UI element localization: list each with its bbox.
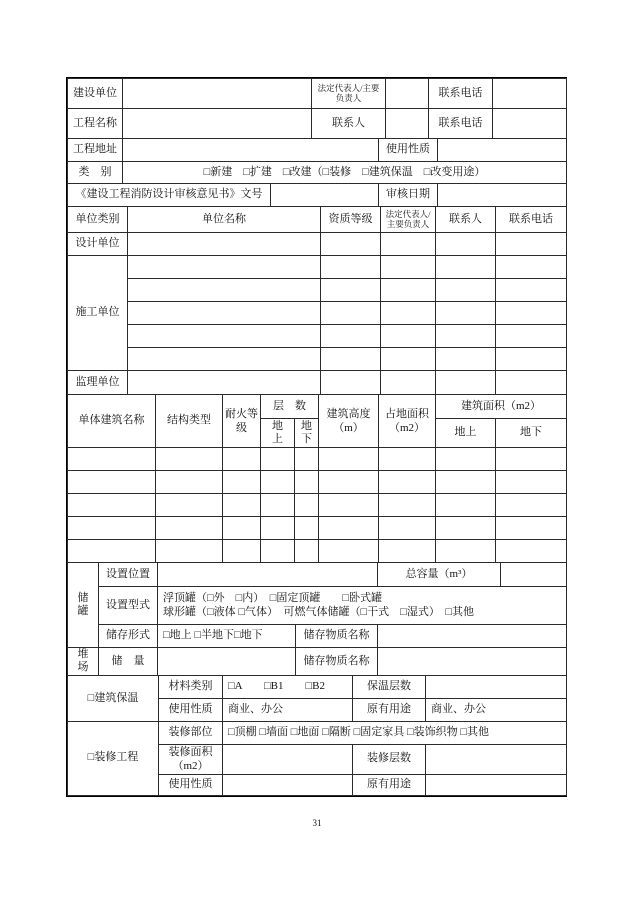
building-height-input[interactable]: [319, 448, 379, 471]
area-above-input[interactable]: [436, 448, 496, 471]
floors-below-input[interactable]: [295, 517, 319, 540]
legal-rep-input[interactable]: [381, 348, 436, 371]
insulation-original-use-value[interactable]: 商业、办公: [426, 698, 567, 721]
contact-phone-input[interactable]: [493, 79, 567, 109]
renovation-area-input[interactable]: [223, 744, 353, 774]
material-name-label: 储存物质名称: [296, 625, 378, 648]
material-type-label: 材料类别: [159, 675, 223, 698]
supervision-unit-label: 监理单位: [68, 371, 128, 395]
legal-rep-input[interactable]: [381, 256, 436, 279]
review-doc-number-input[interactable]: [271, 184, 379, 207]
project-name-label: 工程名称: [68, 109, 123, 139]
construction-units-label: 施工单位: [68, 256, 128, 371]
footprint-input[interactable]: [379, 471, 436, 494]
phone-input[interactable]: [496, 279, 567, 302]
phone-input[interactable]: [496, 302, 567, 325]
tank-type-options[interactable]: [158, 587, 567, 625]
fire-rating-header: 耐火等级: [223, 395, 261, 448]
floors-above-header: [261, 419, 295, 448]
floors-header: 层 数: [261, 395, 319, 419]
floors-below-input[interactable]: [295, 471, 319, 494]
yard-material-label: 储存物质名称: [296, 648, 378, 676]
unit-name-input[interactable]: [128, 371, 321, 395]
renovation-floors-input[interactable]: [426, 744, 567, 774]
building-height-input[interactable]: [319, 540, 379, 563]
floors-above-input[interactable]: [261, 517, 295, 540]
renovation-floors-label: 装修层数: [353, 744, 426, 774]
qualification-input[interactable]: [321, 302, 381, 325]
floors-above-input[interactable]: [261, 540, 295, 563]
unit-name-input[interactable]: [128, 256, 321, 279]
phone-input[interactable]: [496, 325, 567, 348]
category-row: [67, 161, 567, 184]
floors-below-input[interactable]: [295, 494, 319, 517]
review-doc-label: 《建设工程消防设计审核意见书》文号: [68, 184, 271, 207]
contact-input[interactable]: [436, 325, 496, 348]
insulation-renovation-table: [67, 675, 567, 796]
building-area-header: 建筑面积（m2）: [436, 395, 567, 419]
buildings-table: [67, 394, 567, 563]
contact-phone-label: 联系电话: [429, 79, 493, 109]
usage-nature-label: 使用性质: [379, 139, 438, 162]
fire-rating-input[interactable]: [223, 494, 261, 517]
contact-person-label: 联系人: [312, 109, 386, 139]
building-height-header: 建筑高度（m）: [319, 395, 379, 448]
quantity-input[interactable]: [158, 648, 296, 676]
renovation-section-checkbox[interactable]: □装修工程: [68, 721, 159, 795]
floors-above-input[interactable]: [261, 494, 295, 517]
material-name-input[interactable]: [378, 625, 567, 648]
fire-rating-input[interactable]: [223, 448, 261, 471]
floors-below-input[interactable]: [295, 540, 319, 563]
area-below-input[interactable]: [496, 540, 567, 563]
contact-input[interactable]: [436, 256, 496, 279]
legal-rep-header: 法定代表人/主要负责人: [381, 207, 436, 233]
page-number: 31: [312, 818, 322, 828]
insulation-usage-value[interactable]: 商业、办公: [223, 698, 353, 721]
renovation-usage-input[interactable]: [223, 774, 353, 795]
storage-table: [67, 562, 567, 676]
structure-type-input[interactable]: [156, 517, 223, 540]
phone-input[interactable]: [496, 348, 567, 371]
fire-rating-input[interactable]: [223, 540, 261, 563]
floors-below-input[interactable]: [295, 448, 319, 471]
building-name-input[interactable]: [68, 448, 156, 471]
renovation-parts-options[interactable]: □顶棚 □墙面 □地面 □隔断 □固定家具 □装饰织物 □其他: [223, 721, 567, 744]
contact-person-input[interactable]: [386, 109, 429, 139]
structure-type-input[interactable]: [156, 471, 223, 494]
unit-name-input[interactable]: [128, 325, 321, 348]
qualification-input[interactable]: [321, 371, 381, 395]
tank-type-options-line1[interactable]: 浮顶罐（□外 □内） □固定顶罐 □卧式罐: [163, 591, 383, 604]
qualification-input[interactable]: [321, 325, 381, 348]
legal-rep-label: 法定代表人/主要负责人: [312, 79, 386, 109]
unit-name-input[interactable]: [128, 348, 321, 371]
storage-form-options[interactable]: □地上 □半地下□地下: [158, 625, 296, 648]
legal-rep-input[interactable]: [381, 325, 436, 348]
yard-material-input[interactable]: [378, 648, 567, 676]
area-above-input[interactable]: [436, 471, 496, 494]
insulation-section-checkbox[interactable]: □建筑保温: [68, 675, 159, 721]
tank-label-text: 储罐: [77, 591, 89, 617]
building-height-input[interactable]: [319, 517, 379, 540]
tank-section-label: [68, 563, 99, 648]
qualification-input[interactable]: [321, 279, 381, 302]
renovation-usage-label: 使用性质: [159, 774, 223, 795]
footprint-input[interactable]: [379, 540, 436, 563]
contact-input[interactable]: [436, 279, 496, 302]
tank-type-label: 设置型式: [99, 587, 158, 625]
renovation-area-label: 装修面积（m2）: [159, 744, 223, 774]
legal-rep-input[interactable]: [381, 302, 436, 325]
floors-above-input[interactable]: [261, 448, 295, 471]
building-name-header: 单体建筑名称: [68, 395, 156, 448]
capacity-label: 总容量（m³）: [378, 563, 501, 587]
area-below-input[interactable]: [496, 517, 567, 540]
qualification-header: 资质等级: [321, 207, 381, 233]
phone-input[interactable]: [496, 256, 567, 279]
phone-input[interactable]: [496, 371, 567, 395]
category-options[interactable]: □新建 □扩建 □改建（□装修 □建筑保温 □改变用途）: [123, 162, 567, 184]
top-info-table: [67, 78, 567, 139]
legal-rep-input[interactable]: [381, 279, 436, 302]
fire-rating-input[interactable]: [223, 517, 261, 540]
capacity-input[interactable]: [501, 563, 567, 587]
unit-name-input[interactable]: [128, 279, 321, 302]
contact-phone-label: 联系电话: [429, 109, 493, 139]
legal-rep-input[interactable]: [381, 233, 436, 256]
review-doc-row: [67, 183, 567, 207]
project-address-input[interactable]: [123, 139, 379, 162]
contact-input[interactable]: [436, 348, 496, 371]
yard-section-label: [68, 648, 99, 676]
legal-rep-input[interactable]: [386, 79, 429, 109]
area-above-input[interactable]: [436, 540, 496, 563]
project-name-input[interactable]: [123, 109, 312, 139]
contact-input[interactable]: [436, 233, 496, 256]
building-name-input[interactable]: [68, 540, 156, 563]
footprint-input[interactable]: [379, 494, 436, 517]
legal-rep-input[interactable]: [381, 371, 436, 395]
insulation-usage-label: 使用性质: [159, 698, 223, 721]
usage-nature-input[interactable]: [438, 139, 567, 162]
floors-below-header: [295, 419, 319, 448]
structure-type-header: 结构类型: [156, 395, 223, 448]
contact-input[interactable]: [436, 371, 496, 395]
unit-category-header: 单位类别: [68, 207, 128, 233]
review-date-input[interactable]: [438, 184, 567, 207]
address-row: [67, 138, 567, 162]
contact-input[interactable]: [436, 302, 496, 325]
storage-form-label: 储存形式: [99, 625, 158, 648]
qualification-input[interactable]: [321, 233, 381, 256]
category-label: 类 别: [68, 162, 123, 184]
insulation-layers-input[interactable]: [426, 675, 567, 698]
renovation-original-use-input[interactable]: [426, 774, 567, 795]
yard-label-text: 堆场: [77, 648, 89, 674]
unit-name-input[interactable]: [128, 233, 321, 256]
footprint-input[interactable]: [379, 448, 436, 471]
area-above-input[interactable]: [436, 517, 496, 540]
tank-type-options-line2[interactable]: 球形罐（□液体 □气体） 可燃气体储罐（□干式 □湿式） □其他: [163, 605, 474, 618]
unit-name-header: 单位名称: [128, 207, 321, 233]
building-name-input[interactable]: [68, 517, 156, 540]
area-above-input[interactable]: [436, 494, 496, 517]
renovation-original-use-label: 原有用途: [353, 774, 426, 795]
footprint-input[interactable]: [379, 517, 436, 540]
phone-header: 联系电话: [496, 207, 567, 233]
building-name-input[interactable]: [68, 471, 156, 494]
fire-review-form: [66, 77, 567, 797]
review-date-label: 审核日期: [379, 184, 438, 207]
insulation-layers-label: 保温层数: [353, 675, 426, 698]
building-height-input[interactable]: [319, 471, 379, 494]
area-below-input[interactable]: [496, 471, 567, 494]
qualification-input[interactable]: [321, 348, 381, 371]
contact-phone-input[interactable]: [493, 109, 567, 139]
area-below-header: 地下: [496, 419, 567, 448]
floors-above-input[interactable]: [261, 471, 295, 494]
phone-input[interactable]: [496, 233, 567, 256]
area-below-input[interactable]: [496, 494, 567, 517]
area-below-input[interactable]: [496, 448, 567, 471]
construction-unit-input[interactable]: [123, 79, 312, 109]
insulation-original-use-label: 原有用途: [353, 698, 426, 721]
location-label: 设置位置: [99, 563, 158, 587]
footprint-header: 占地面积（m2）: [379, 395, 436, 448]
renovation-parts-label: 装修部位: [159, 721, 223, 744]
building-height-input[interactable]: [319, 494, 379, 517]
material-type-options[interactable]: □A □B1 □B2: [223, 675, 353, 698]
quantity-label: 储 量: [99, 648, 158, 676]
fire-rating-input[interactable]: [223, 471, 261, 494]
unit-name-input[interactable]: [128, 302, 321, 325]
location-input[interactable]: [158, 563, 378, 587]
contact-header: 联系人: [436, 207, 496, 233]
qualification-input[interactable]: [321, 256, 381, 279]
building-name-input[interactable]: [68, 494, 156, 517]
structure-type-input[interactable]: [156, 448, 223, 471]
units-table: [67, 206, 567, 395]
design-unit-label: 设计单位: [68, 233, 128, 256]
structure-type-input[interactable]: [156, 494, 223, 517]
floors-above-label: 地上: [272, 419, 283, 445]
structure-type-input[interactable]: [156, 540, 223, 563]
floors-below-label: 地下: [301, 419, 312, 445]
construction-unit-label: 建设单位: [68, 79, 123, 109]
area-above-header: 地上: [436, 419, 496, 448]
project-address-label: 工程地址: [68, 139, 123, 162]
